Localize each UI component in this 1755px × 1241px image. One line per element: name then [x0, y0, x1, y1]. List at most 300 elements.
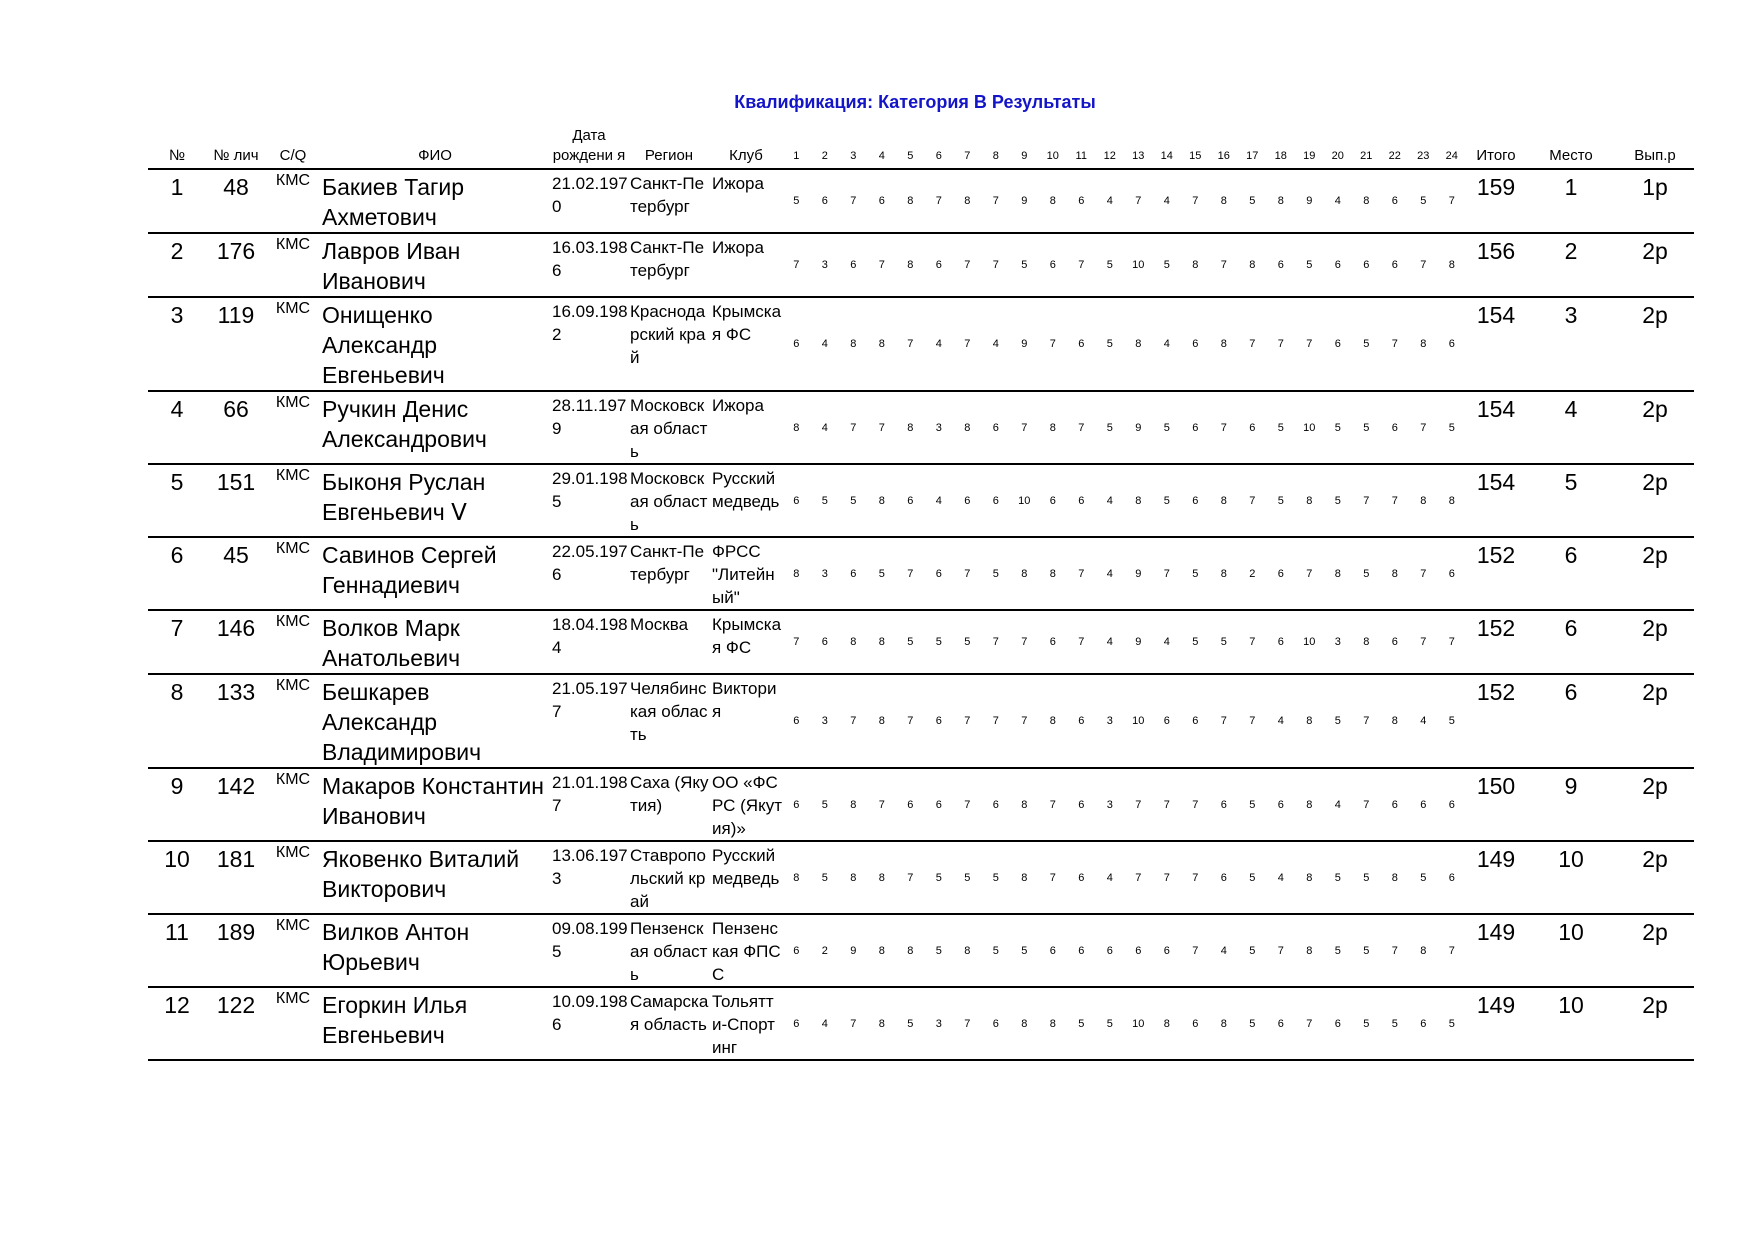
- row-cq: КМС: [266, 987, 320, 1060]
- col-position-header: 9: [1010, 126, 1039, 169]
- row-score: 4: [1324, 169, 1353, 233]
- row-score: 7: [1181, 841, 1210, 914]
- row-score: 5: [811, 464, 840, 537]
- row-score: 6: [1438, 297, 1467, 391]
- row-score: 5: [1324, 464, 1353, 537]
- row-score: 6: [1181, 297, 1210, 391]
- row-score: 7: [1295, 537, 1324, 610]
- row-score: 7: [1153, 768, 1182, 841]
- row-score: 7: [1067, 537, 1096, 610]
- row-score: 8: [953, 391, 982, 464]
- row-place: 6: [1526, 674, 1616, 768]
- row-score: 8: [1181, 233, 1210, 297]
- row-score: 6: [782, 674, 811, 768]
- col-dob-header: Дата рождени я: [550, 126, 628, 169]
- row-score: 6: [1210, 768, 1239, 841]
- row-score: 7: [925, 169, 954, 233]
- row-score: 6: [925, 674, 954, 768]
- row-lic: 142: [206, 768, 266, 841]
- row-score: 4: [1210, 914, 1239, 987]
- row-score: 7: [1238, 464, 1267, 537]
- row-score: 5: [839, 464, 868, 537]
- row-score: 5: [1295, 233, 1324, 297]
- row-fio: Макаров Константин Иванович: [320, 768, 550, 841]
- row-score: 8: [1295, 914, 1324, 987]
- row-score: 7: [896, 537, 925, 610]
- row-score: 6: [1438, 537, 1467, 610]
- row-score: 8: [1039, 987, 1068, 1060]
- col-total-header: Итого: [1466, 126, 1526, 169]
- row-num: 12: [148, 987, 206, 1060]
- row-score: 8: [1010, 537, 1039, 610]
- row-place: 6: [1526, 610, 1616, 674]
- row-region: Краснодарский край: [628, 297, 710, 391]
- row-score: 5: [1181, 610, 1210, 674]
- row-score: 6: [1181, 987, 1210, 1060]
- row-score: 7: [1124, 768, 1153, 841]
- row-score: 8: [782, 841, 811, 914]
- row-score: 8: [1010, 987, 1039, 1060]
- row-score: 5: [1153, 464, 1182, 537]
- row-total: 152: [1466, 674, 1526, 768]
- row-total: 149: [1466, 914, 1526, 987]
- row-place: 10: [1526, 914, 1616, 987]
- row-score: 9: [1010, 169, 1039, 233]
- row-score: 5: [1096, 233, 1125, 297]
- row-rank: 2р: [1616, 987, 1694, 1060]
- row-region: Пензенская область: [628, 914, 710, 987]
- row-score: 6: [1153, 674, 1182, 768]
- row-score: 6: [1409, 987, 1438, 1060]
- row-score: 8: [896, 169, 925, 233]
- row-cq: КМС: [266, 537, 320, 610]
- row-score: 7: [839, 987, 868, 1060]
- row-score: 8: [1039, 169, 1068, 233]
- row-total: 149: [1466, 987, 1526, 1060]
- row-num: 2: [148, 233, 206, 297]
- row-score: 7: [839, 391, 868, 464]
- results-body: [148, 169, 1694, 1060]
- row-dob: 09.08.1995: [550, 914, 628, 987]
- row-score: 6: [1096, 914, 1125, 987]
- row-score: 3: [1324, 610, 1353, 674]
- row-score: 4: [1267, 674, 1296, 768]
- row-score: 5: [896, 610, 925, 674]
- row-score: 4: [1096, 169, 1125, 233]
- row-score: 7: [982, 233, 1011, 297]
- row-rank: 2р: [1616, 674, 1694, 768]
- col-position-header: 13: [1124, 126, 1153, 169]
- table-row: [148, 914, 1694, 987]
- row-score: 7: [1409, 391, 1438, 464]
- row-score: 6: [782, 464, 811, 537]
- row-score: 8: [896, 914, 925, 987]
- row-score: 6: [1352, 233, 1381, 297]
- row-score: 9: [1124, 610, 1153, 674]
- row-score: 8: [1124, 297, 1153, 391]
- col-position-header: 10: [1039, 126, 1068, 169]
- row-score: 6: [982, 768, 1011, 841]
- col-region-header: Регион: [628, 126, 710, 169]
- row-score: 8: [1039, 391, 1068, 464]
- row-score: 3: [811, 674, 840, 768]
- row-score: 6: [925, 537, 954, 610]
- row-score: 5: [1238, 169, 1267, 233]
- row-club: ОО «ФС РС (Якутия)»: [710, 768, 782, 841]
- row-dob: 28.11.1979: [550, 391, 628, 464]
- row-score: 6: [839, 537, 868, 610]
- row-score: 5: [1324, 841, 1353, 914]
- row-region: Московская область: [628, 391, 710, 464]
- row-score: 4: [1153, 297, 1182, 391]
- row-score: 7: [1409, 610, 1438, 674]
- row-score: 4: [1153, 169, 1182, 233]
- row-club: Крымская ФС: [710, 610, 782, 674]
- row-cq: КМС: [266, 610, 320, 674]
- col-position-header: 2: [811, 126, 840, 169]
- row-score: 8: [868, 297, 897, 391]
- row-score: 8: [868, 674, 897, 768]
- row-lic: 176: [206, 233, 266, 297]
- row-fio: Егоркин Илья Евгеньевич: [320, 987, 550, 1060]
- row-score: 8: [1124, 464, 1153, 537]
- row-score: 6: [953, 464, 982, 537]
- row-score: 7: [1210, 674, 1239, 768]
- row-score: 6: [1181, 391, 1210, 464]
- row-score: 7: [1124, 841, 1153, 914]
- row-num: 8: [148, 674, 206, 768]
- row-rank: 2р: [1616, 297, 1694, 391]
- row-score: 6: [1067, 841, 1096, 914]
- row-score: 5: [982, 914, 1011, 987]
- row-lic: 48: [206, 169, 266, 233]
- row-score: 6: [1067, 674, 1096, 768]
- row-score: 6: [1067, 169, 1096, 233]
- table-row: [148, 537, 1694, 610]
- row-region: Москва: [628, 610, 710, 674]
- row-score: 7: [1181, 914, 1210, 987]
- row-dob: 16.09.1982: [550, 297, 628, 391]
- row-region: Санкт-Петербург: [628, 233, 710, 297]
- row-score: 6: [1210, 841, 1239, 914]
- col-position-header: 20: [1324, 126, 1353, 169]
- row-score: 4: [811, 987, 840, 1060]
- row-dob: 22.05.1976: [550, 537, 628, 610]
- row-score: 7: [953, 674, 982, 768]
- row-score: 6: [1381, 610, 1410, 674]
- row-score: 8: [1409, 464, 1438, 537]
- row-score: 3: [925, 391, 954, 464]
- row-score: 8: [1381, 841, 1410, 914]
- row-score: 5: [1096, 391, 1125, 464]
- row-score: 7: [953, 768, 982, 841]
- row-score: 6: [1381, 233, 1410, 297]
- row-score: 7: [1153, 841, 1182, 914]
- row-score: 8: [868, 841, 897, 914]
- row-score: 4: [925, 464, 954, 537]
- row-score: 8: [1438, 233, 1467, 297]
- col-position-header: 4: [868, 126, 897, 169]
- row-score: 8: [839, 841, 868, 914]
- row-region: Самарская область: [628, 987, 710, 1060]
- row-score: 8: [1295, 674, 1324, 768]
- row-score: 5: [1352, 297, 1381, 391]
- row-fio: Бешкарев Александр Владимирович: [320, 674, 550, 768]
- row-fio: Бакиев Тагир Ахметович: [320, 169, 550, 233]
- row-score: 6: [1153, 914, 1182, 987]
- row-num: 6: [148, 537, 206, 610]
- col-position-header: 5: [896, 126, 925, 169]
- row-score: 5: [1324, 914, 1353, 987]
- row-score: 4: [1324, 768, 1353, 841]
- row-score: 7: [953, 233, 982, 297]
- row-score: 7: [1010, 674, 1039, 768]
- row-region: Саха (Якутия): [628, 768, 710, 841]
- row-total: 159: [1466, 169, 1526, 233]
- row-score: 6: [839, 233, 868, 297]
- row-score: 7: [1039, 841, 1068, 914]
- row-fio: Онищенко Александр Евгеньевич: [320, 297, 550, 391]
- row-score: 7: [896, 297, 925, 391]
- row-total: 150: [1466, 768, 1526, 841]
- row-score: 9: [1124, 537, 1153, 610]
- row-score: 8: [1010, 841, 1039, 914]
- row-score: 6: [925, 768, 954, 841]
- row-score: 7: [868, 768, 897, 841]
- row-score: 7: [1039, 768, 1068, 841]
- row-score: 8: [1210, 987, 1239, 1060]
- row-score: 5: [1352, 987, 1381, 1060]
- row-score: 4: [811, 391, 840, 464]
- row-score: 6: [1438, 841, 1467, 914]
- row-num: 5: [148, 464, 206, 537]
- row-dob: 21.02.1970: [550, 169, 628, 233]
- row-score: 7: [839, 169, 868, 233]
- row-score: 8: [1238, 233, 1267, 297]
- row-score: 7: [1210, 233, 1239, 297]
- row-score: 8: [1352, 610, 1381, 674]
- row-score: 8: [839, 610, 868, 674]
- row-score: 6: [811, 169, 840, 233]
- row-score: 8: [953, 914, 982, 987]
- col-position-header: 15: [1181, 126, 1210, 169]
- row-score: 7: [1153, 537, 1182, 610]
- row-score: 8: [868, 987, 897, 1060]
- col-position-header: 3: [839, 126, 868, 169]
- row-score: 6: [1067, 914, 1096, 987]
- row-lic: 122: [206, 987, 266, 1060]
- row-score: 5: [896, 987, 925, 1060]
- row-score: 7: [839, 674, 868, 768]
- row-score: 6: [1067, 464, 1096, 537]
- col-place-header: Место: [1526, 126, 1616, 169]
- row-rank: 2р: [1616, 768, 1694, 841]
- row-score: 4: [1096, 464, 1125, 537]
- row-rank: 1р: [1616, 169, 1694, 233]
- row-rank: 2р: [1616, 464, 1694, 537]
- row-fio: Савинов Сергей Геннадиевич: [320, 537, 550, 610]
- row-score: 4: [1096, 610, 1125, 674]
- row-score: 10: [1295, 391, 1324, 464]
- table-row: [148, 987, 1694, 1060]
- row-num: 1: [148, 169, 206, 233]
- row-score: 5: [811, 768, 840, 841]
- col-rank-header: Вып.р: [1616, 126, 1694, 169]
- row-score: 3: [1096, 768, 1125, 841]
- row-score: 8: [953, 169, 982, 233]
- row-cq: КМС: [266, 169, 320, 233]
- row-score: 6: [1039, 233, 1068, 297]
- col-lic-header: № лич: [206, 126, 266, 169]
- row-score: 7: [1124, 169, 1153, 233]
- row-score: 5: [782, 169, 811, 233]
- row-dob: 18.04.1984: [550, 610, 628, 674]
- row-score: 7: [1067, 391, 1096, 464]
- row-num: 9: [148, 768, 206, 841]
- row-score: 5: [925, 841, 954, 914]
- row-score: 5: [1438, 987, 1467, 1060]
- row-score: 8: [1210, 297, 1239, 391]
- row-total: 152: [1466, 610, 1526, 674]
- row-num: 3: [148, 297, 206, 391]
- row-score: 6: [982, 987, 1011, 1060]
- row-score: 6: [1381, 169, 1410, 233]
- table-row: [148, 674, 1694, 768]
- row-place: 6: [1526, 537, 1616, 610]
- row-score: 9: [1295, 169, 1324, 233]
- row-fio: Лавров Иван Иванович: [320, 233, 550, 297]
- row-score: 3: [811, 233, 840, 297]
- row-score: 8: [868, 914, 897, 987]
- row-score: 7: [953, 297, 982, 391]
- row-score: 6: [896, 768, 925, 841]
- col-position-header: 11: [1067, 126, 1096, 169]
- row-score: 10: [1295, 610, 1324, 674]
- row-score: 8: [1010, 768, 1039, 841]
- row-score: 6: [1124, 914, 1153, 987]
- row-score: 7: [953, 537, 982, 610]
- row-score: 7: [1267, 914, 1296, 987]
- col-position-header: 6: [925, 126, 954, 169]
- row-cq: КМС: [266, 391, 320, 464]
- row-club: Русский медведь: [710, 841, 782, 914]
- row-score: 6: [782, 768, 811, 841]
- row-score: 8: [896, 233, 925, 297]
- row-score: 6: [1267, 233, 1296, 297]
- row-score: 5: [1238, 768, 1267, 841]
- row-score: 7: [896, 674, 925, 768]
- row-score: 7: [1067, 610, 1096, 674]
- row-score: 8: [868, 610, 897, 674]
- header-row: [148, 126, 1694, 169]
- row-score: 7: [782, 233, 811, 297]
- row-score: 5: [1010, 233, 1039, 297]
- row-score: 5: [811, 841, 840, 914]
- table-row: [148, 391, 1694, 464]
- col-position-header: 16: [1210, 126, 1239, 169]
- row-score: 6: [782, 914, 811, 987]
- row-cq: КМС: [266, 297, 320, 391]
- table-row: [148, 841, 1694, 914]
- row-rank: 2р: [1616, 233, 1694, 297]
- row-score: 8: [1409, 297, 1438, 391]
- row-score: 6: [868, 169, 897, 233]
- row-score: 5: [1324, 391, 1353, 464]
- row-score: 7: [982, 674, 1011, 768]
- row-lic: 151: [206, 464, 266, 537]
- row-num: 4: [148, 391, 206, 464]
- row-score: 5: [1010, 914, 1039, 987]
- row-score: 10: [1124, 233, 1153, 297]
- row-score: 7: [1352, 464, 1381, 537]
- row-score: 5: [925, 610, 954, 674]
- row-lic: 181: [206, 841, 266, 914]
- row-region: Челябинская область: [628, 674, 710, 768]
- row-lic: 146: [206, 610, 266, 674]
- row-lic: 45: [206, 537, 266, 610]
- row-score: 3: [1096, 674, 1125, 768]
- row-score: 7: [1181, 768, 1210, 841]
- row-club: Русский медведь: [710, 464, 782, 537]
- row-score: 2: [1238, 537, 1267, 610]
- row-score: 5: [1381, 987, 1410, 1060]
- row-place: 9: [1526, 768, 1616, 841]
- row-region: Санкт-Петербург: [628, 169, 710, 233]
- row-place: 1: [1526, 169, 1616, 233]
- row-score: 7: [782, 610, 811, 674]
- row-club: Пензенская ФПСС: [710, 914, 782, 987]
- row-score: 3: [811, 537, 840, 610]
- row-score: 6: [1067, 297, 1096, 391]
- row-score: 5: [868, 537, 897, 610]
- row-score: 7: [1067, 233, 1096, 297]
- row-score: 8: [1210, 537, 1239, 610]
- row-score: 7: [953, 987, 982, 1060]
- row-score: 5: [1324, 674, 1353, 768]
- row-score: 7: [1438, 169, 1467, 233]
- row-score: 6: [982, 464, 1011, 537]
- row-place: 10: [1526, 841, 1616, 914]
- col-position-header: 18: [1267, 126, 1296, 169]
- row-score: 7: [1381, 914, 1410, 987]
- row-club: ФРСС "Литейный": [710, 537, 782, 610]
- row-score: 5: [1096, 297, 1125, 391]
- row-score: 7: [1181, 169, 1210, 233]
- row-score: 7: [1409, 233, 1438, 297]
- row-score: 7: [1409, 537, 1438, 610]
- row-score: 7: [1238, 674, 1267, 768]
- row-lic: 66: [206, 391, 266, 464]
- row-score: 10: [1010, 464, 1039, 537]
- row-score: 4: [925, 297, 954, 391]
- row-score: 4: [1153, 610, 1182, 674]
- row-dob: 10.09.1986: [550, 987, 628, 1060]
- row-place: 2: [1526, 233, 1616, 297]
- row-score: 8: [1438, 464, 1467, 537]
- row-score: 5: [1409, 169, 1438, 233]
- row-rank: 2р: [1616, 841, 1694, 914]
- col-cq-header: C/Q: [266, 126, 320, 169]
- row-score: 5: [1238, 914, 1267, 987]
- row-score: 5: [1153, 233, 1182, 297]
- row-score: 6: [811, 610, 840, 674]
- col-position-header: 23: [1409, 126, 1438, 169]
- row-score: 10: [1124, 987, 1153, 1060]
- row-score: 6: [1039, 610, 1068, 674]
- col-fio-header: ФИО: [320, 126, 550, 169]
- row-rank: 2р: [1616, 391, 1694, 464]
- row-score: 6: [1324, 233, 1353, 297]
